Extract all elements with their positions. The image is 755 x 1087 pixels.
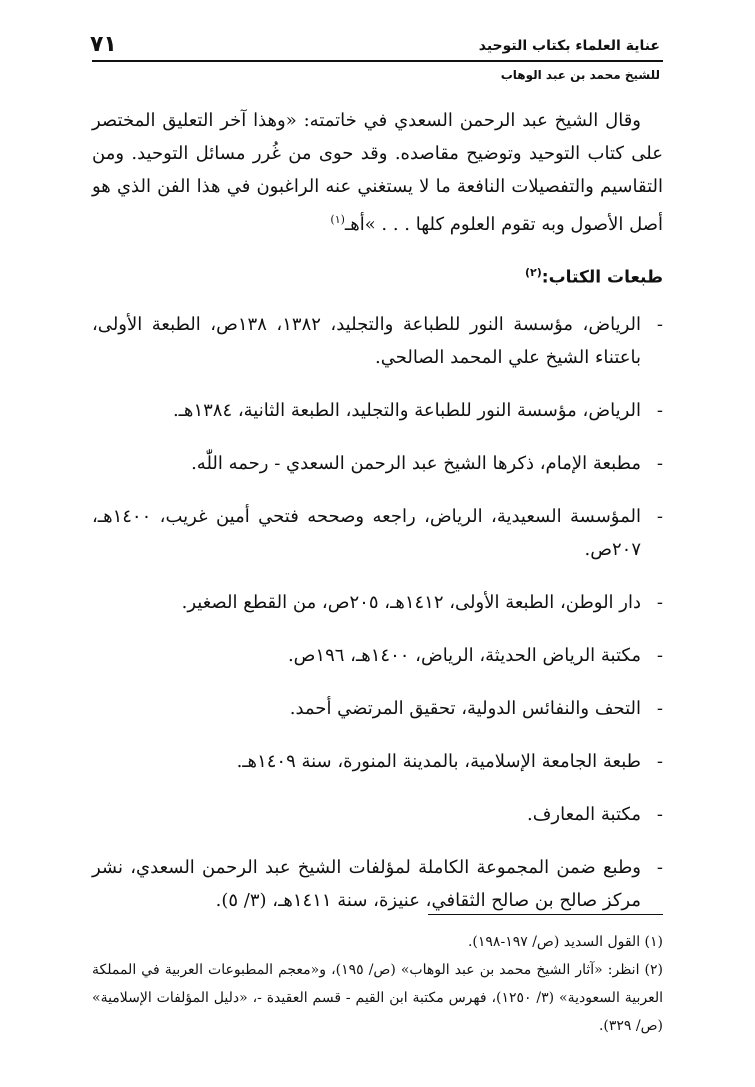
footnote-ref-2: (٢) [524, 266, 542, 279]
list-dash: - [656, 506, 663, 527]
footnote-divider [428, 914, 663, 915]
list-item [92, 639, 663, 672]
list-item [92, 394, 663, 427]
running-header-title: عناية العلماء بكتاب التوحيد [478, 38, 660, 54]
list-item [92, 851, 663, 917]
footnote-1: (١) القول السديد (ص/ ١٩٧-١٩٨). [467, 934, 663, 950]
list-dash: - [656, 314, 663, 335]
list-dash: - [656, 804, 663, 825]
list-dash: - [656, 592, 663, 613]
list-item [92, 586, 663, 619]
edition-text: مطبعة الإمام، ذكرها الشيخ عبد الرحمن السعدي - رحمه اللّٰه. [191, 453, 641, 474]
footnote-2: (٢) انظر: «آثار الشيخ محمد بن عبد الوهاب» (ص/ ١٩٥)، و«معجم المطبوعات العربية في المملكة العربية السعودية» (٣/ ١٢٥٠)، فهرس مكتبة ابن القيم - قسم العقيدة -، «دليل المؤلفات الإسلامية» (ص/ ٣٢٩). [92, 962, 663, 1034]
edition-text: مكتبة المعارف. [527, 804, 641, 825]
list-item [92, 447, 663, 480]
quote-paragraph [92, 104, 663, 241]
list-item [92, 692, 663, 725]
section-heading-label: طبعات الكتاب: [541, 267, 663, 288]
list-dash: - [656, 645, 663, 666]
footnote-ref-1: (١) [330, 213, 345, 226]
list-item [92, 798, 663, 831]
edition-text: دار الوطن، الطبعة الأولى، ١٤١٢هـ، ٢٠٥ص، من القطع الصغير. [181, 592, 641, 613]
list-dash: - [656, 857, 663, 878]
editions-list [92, 308, 663, 937]
section-heading [525, 266, 663, 288]
list-dash: - [656, 400, 663, 421]
list-item [92, 500, 663, 566]
list-dash: - [656, 453, 663, 474]
list-dash: - [656, 751, 663, 772]
list-item [92, 308, 663, 374]
list-dash: - [656, 698, 663, 719]
quote-text: وقال الشيخ عبد الرحمن السعدي في خاتمته: «وهذا آخر التعليق المختصر على كتاب التوحيد وتوضيح مقاصده. وقد حوى من غُرر مسائل التوحيد. ومن التقاسيم والتفصيلات النافعة ما لا يستغني عنه الراغبون في هذا الفن الذي هو أصل الأصول وبه تقوم العلوم كلها . . . »أهـ [92, 110, 663, 235]
edition-text: وطبع ضمن المجموعة الكاملة لمؤلفات الشيخ عبد الرحمن السعدي، نشر مركز صالح بن صالح الثقافي، عنيزة، سنة ١٤١١هـ، (٣/ ٥). [92, 857, 641, 911]
edition-text: المؤسسة السعيدية، الرياض، راجعه وصححه فتحي أمين غريب، ١٤٠٠هـ، ٢٠٧ص. [92, 506, 641, 560]
edition-text: التحف والنفائس الدولية، تحقيق المرتضي أحمد. [289, 698, 641, 719]
list-item [92, 745, 663, 778]
edition-text: مكتبة الرياض الحديثة، الرياض، ١٤٠٠هـ، ١٩٦ص. [287, 645, 641, 666]
page-number: ٧١ [90, 32, 117, 57]
header-divider [92, 60, 663, 62]
running-header-subtitle: للشيخ محمد بن عبد الوهاب [500, 68, 660, 82]
edition-text: الرياض، مؤسسة النور للطباعة والتجليد، الطبعة الثانية، ١٣٨٤هـ. [172, 400, 641, 421]
footnotes [92, 928, 663, 1040]
edition-text: طبعة الجامعة الإسلامية، بالمدينة المنورة، سنة ١٤٠٩هـ. [236, 751, 641, 772]
edition-text: الرياض، مؤسسة النور للطباعة والتجليد، ١٣٨٢، ١٣٨ص، الطبعة الأولى، باعتناء الشيخ علي المحمد الصالحي. [92, 314, 642, 368]
